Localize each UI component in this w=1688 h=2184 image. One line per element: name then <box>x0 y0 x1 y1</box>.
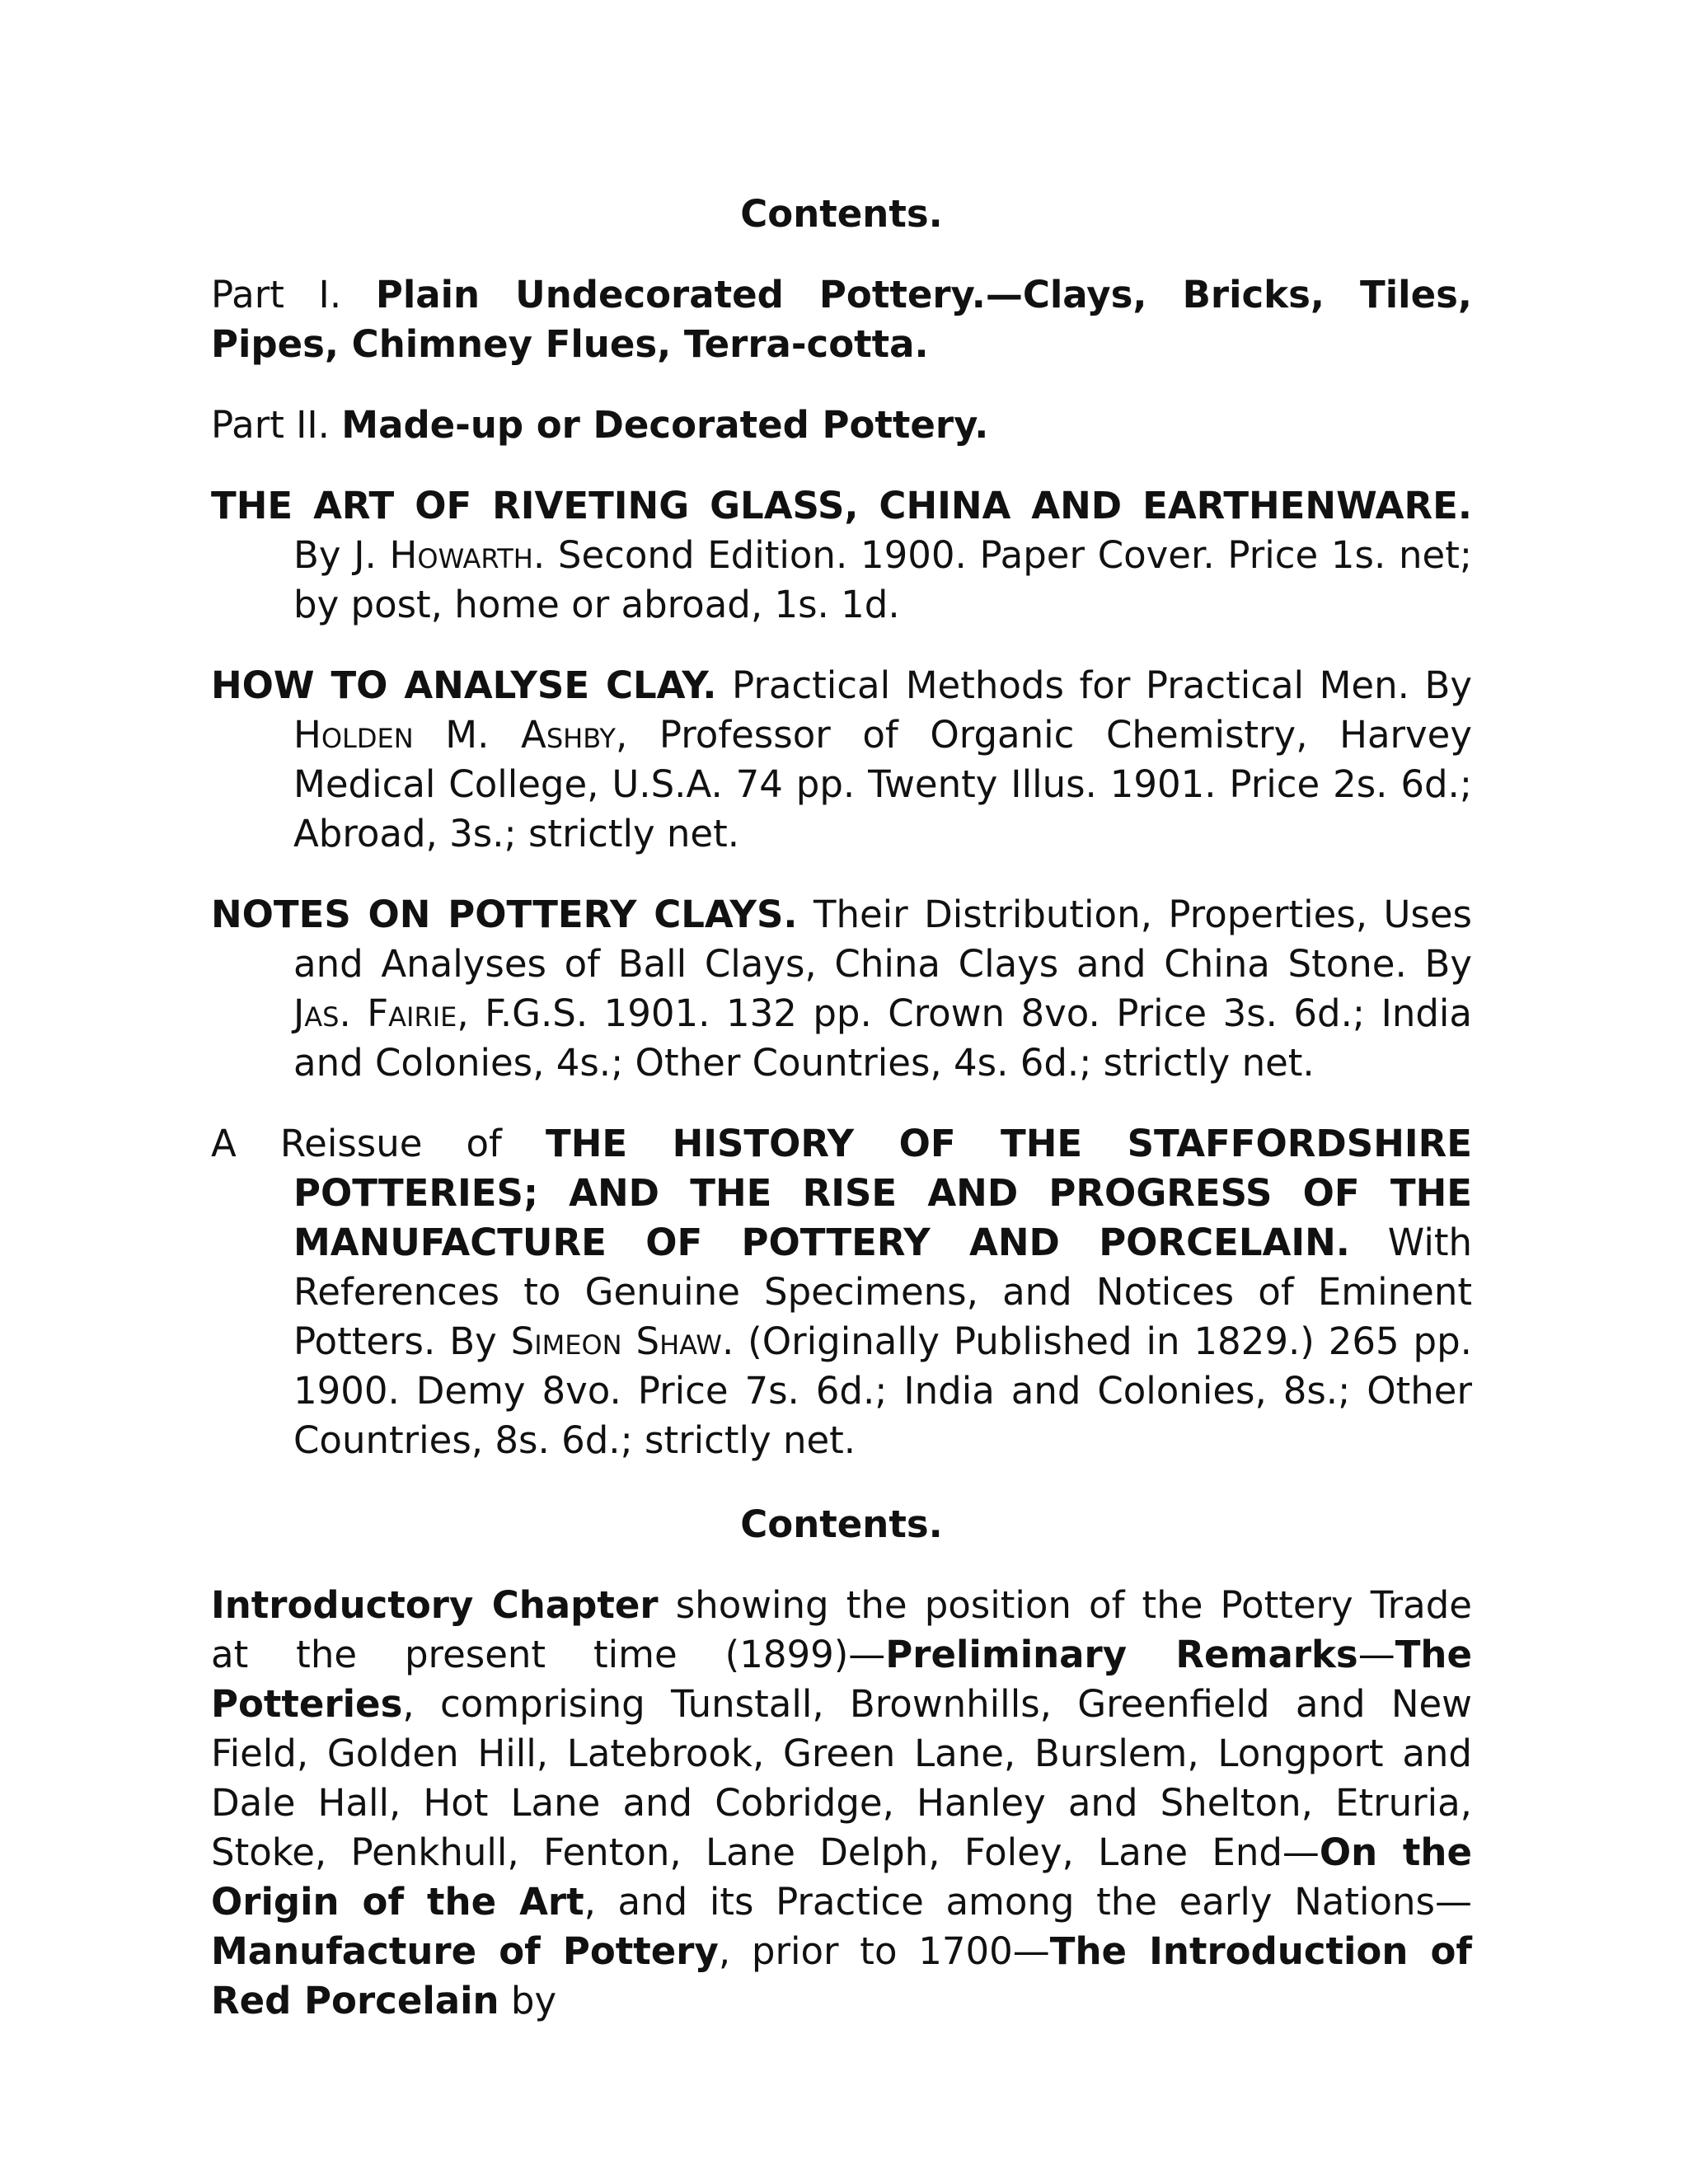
book-description: Practical Methods for Practical Men. By <box>716 663 1472 707</box>
book-description: Their Distribution, Properties, Uses and Analyses of Ball Clays, China Clays and China Stone. By <box>293 893 1472 986</box>
chapter-title: Introductory Chapter <box>211 1583 659 1627</box>
chapter-title: Preliminary Remarks <box>885 1633 1358 1676</box>
document-page <box>211 190 1472 2057</box>
book-prefix: A Reissue of <box>211 1122 546 1165</box>
book-details: , Professor of Organic Chemistry, Harvey Medical College, U.S.A. 74 pp. Twenty Illus. 1901. Price 2s. 6d.; Abroad, 3s.; strictly net. <box>293 713 1472 855</box>
chapter-text: showing the position of the Pottery Trade at the present time (1899)— <box>211 1583 1472 1676</box>
book-title: THE HISTORY OF THE STAFFORDSHIRE POTTERIES; AND THE RISE AND PROGRESS OF THE MANUFACTURE OF POTTERY AND PORCELAIN. <box>293 1122 1472 1264</box>
book-entry-staffordshire <box>211 1119 1472 1465</box>
chapter-text: , comprising Tunstall, Brownhills, Greenfield and New Field, Golden Hill, Latebrook, Green Lane, Burslem, Longport and Dale Hall, Hot Lane and Cobridge, Hanley and Shelton, Etruria, Stoke, Penkhull, Fenton, Lane Delph, Foley, Lane End— <box>211 1682 1472 1874</box>
book-entry-riveting <box>211 481 1472 630</box>
part-1-title: Plain Undecorated Pottery. <box>375 273 986 316</box>
book-entry-analyse-clay <box>211 661 1472 859</box>
book-author: Simeon Shaw <box>510 1319 722 1363</box>
contents-heading: Contents. <box>740 1502 943 1546</box>
contents-heading: Contents. <box>740 192 943 236</box>
book-details: . Second Edition. 1900. Paper Cover. Price 1s. net; by post, home or abroad, 1s. 1d. <box>293 533 1472 626</box>
chapter-text: by <box>499 1979 557 2022</box>
part-2-title: Made-up or Decorated Pottery. <box>341 403 989 447</box>
chapter-title: On the Origin of the Art <box>211 1830 1472 1924</box>
book-description: With References to Genuine Specimens, and Notices of Eminent Potters. By <box>293 1221 1472 1363</box>
chapter-title: The Introduction of Red Porcelain <box>211 1929 1473 2022</box>
book-title: NOTES ON POTTERY CLAYS. <box>211 893 798 936</box>
chapter-title: The Potteries <box>211 1633 1472 1726</box>
part-1-entry <box>211 270 1472 369</box>
book-author: Jas. Fairie <box>293 991 457 1035</box>
part-2-entry <box>211 401 1472 450</box>
chapter-title: Manufacture of Pottery <box>211 1929 719 1973</box>
chapter-text: , and its Practice among the early Nations— <box>584 1880 1472 1924</box>
book-author: Howarth <box>389 533 533 577</box>
intro-contents-paragraph <box>211 1581 1472 2026</box>
chapter-text: — <box>1357 1633 1395 1676</box>
part-2-label: Part II. <box>211 403 342 447</box>
book-details: . (Originally Published in 1829.) 265 pp. 1900. Demy 8vo. Price 7s. 6d.; India and Colonies, 8s.; Other Countries, 8s. 6d.; strictly net. <box>293 1319 1472 1462</box>
chapter-text: , prior to 1700— <box>718 1929 1050 1973</box>
part-1-label: Part I. <box>211 273 376 316</box>
book-entry-pottery-clays <box>211 890 1472 1088</box>
book-author: Holden M. Ashby <box>293 713 616 757</box>
part-1-rest: —Clays, Bricks, Tiles, Pipes, Chimney Flues, Terra-cotta. <box>211 273 1472 366</box>
book-details: , F.G.S. 1901. 132 pp. Crown 8vo. Price 3s. 6d.; India and Colonies, 4s.; Other Countries, 4s. 6d.; strictly net. <box>293 991 1473 1085</box>
book-title: HOW TO ANALYSE CLAY. <box>211 663 717 707</box>
book-by-text: By J. <box>293 533 390 577</box>
book-title: THE ART OF RIVETING GLASS, CHINA AND EARTHENWARE. <box>211 484 1472 527</box>
